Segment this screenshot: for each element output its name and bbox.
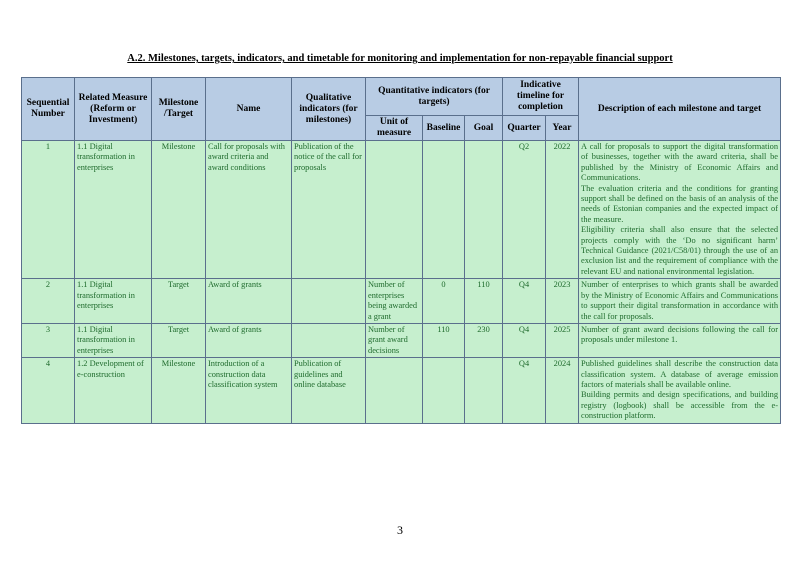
cell-year: 2024 (546, 358, 579, 423)
header-related-measure: Related Measure (Reform or Investment) (75, 78, 152, 141)
cell-baseline: 0 (423, 279, 465, 324)
description-paragraph: Number of enterprises to which grants shall be awarded by the Ministry of Economic Affairs and Communications to support their digital transformation in accordance with the call for proposals. (581, 280, 779, 321)
cell-quarter: Q4 (503, 323, 546, 357)
cell-measure: 1.1 Digital transformation in enterprises (75, 141, 152, 279)
cell-qualitative: Publication of guidelines and online database (292, 358, 366, 423)
cell-type: Target (152, 323, 206, 357)
cell-year: 2023 (546, 279, 579, 324)
cell-qualitative (292, 323, 366, 357)
cell-seq: 2 (22, 279, 75, 324)
cell-name: Award of grants (206, 279, 292, 324)
table-row (22, 141, 781, 279)
cell-name: Call for proposals with award criteria and award conditions (206, 141, 292, 279)
header-year: Year (546, 116, 579, 141)
page-number: 3 (397, 523, 403, 537)
cell-type: Target (152, 279, 206, 324)
header-baseline: Baseline (423, 116, 465, 141)
description-paragraph: Published guidelines shall describe the construction data classification system. A database of average emission factors of materials shall be available online. (581, 359, 779, 389)
cell-measure: 1.2 Development of e-construction (75, 358, 152, 423)
cell-goal: 230 (465, 323, 503, 357)
description-paragraph: Building permits and design specifications, and building registry (logbook) shall be accessible from the e-construction platform. (581, 390, 779, 421)
cell-baseline: 110 (423, 323, 465, 357)
cell-seq: 1 (22, 141, 75, 279)
header-description: Description of each milestone and target (579, 78, 781, 141)
cell-measure: 1.1 Digital transformation in enterprises (75, 279, 152, 324)
header-qualitative-indicators: Qualitative indicators (for milestones) (292, 78, 366, 141)
cell-quarter: Q4 (503, 358, 546, 423)
header-quantitative-indicators: Quantitative indicators (for targets) (366, 78, 503, 116)
cell-measure: 1.1 Digital transformation in enterprises (75, 323, 152, 357)
cell-qualitative (292, 279, 366, 324)
cell-description (579, 358, 781, 423)
header-goal: Goal (465, 116, 503, 141)
cell-description (579, 323, 781, 357)
description-paragraph: Number of grant award decisions following the call for proposals under milestone 1. (581, 324, 779, 345)
cell-name: Award of grants (206, 323, 292, 357)
header-milestone-target: Milestone /Target (152, 78, 206, 141)
cell-type: Milestone (152, 141, 206, 279)
milestones-table (21, 77, 781, 424)
header-sequential-number: Sequential Number (22, 78, 75, 141)
cell-qualitative: Publication of the notice of the call for proposals (292, 141, 366, 279)
cell-unit (366, 141, 423, 279)
header-indicative-timeline: Indicative timeline for completion (503, 78, 579, 116)
cell-seq: 4 (22, 358, 75, 423)
cell-baseline (423, 141, 465, 279)
cell-goal (465, 358, 503, 423)
cell-name: Introduction of a construction data classification system (206, 358, 292, 423)
cell-goal: 110 (465, 279, 503, 324)
table-row (22, 279, 781, 324)
cell-unit: Number of grant award decisions (366, 323, 423, 357)
header-unit-of-measure: Unit of measure (366, 116, 423, 141)
description-paragraph: The evaluation criteria and the conditions for granting support shall be defined on the basis of an analysis of the needs of Estonian companies and the expected impact of the measure. (581, 183, 779, 224)
cell-description (579, 279, 781, 324)
document-title: A.2. Milestones, targets, indicators, and timetable for monitoring and implementation for non-repayable financial support (127, 53, 673, 64)
header-quarter: Quarter (503, 116, 546, 141)
header-name: Name (206, 78, 292, 141)
cell-type: Milestone (152, 358, 206, 423)
cell-year: 2022 (546, 141, 579, 279)
cell-year: 2025 (546, 323, 579, 357)
cell-quarter: Q4 (503, 279, 546, 324)
description-paragraph: A call for proposals to support the digital transformation of businesses, together with the award criteria, shall be published by the Ministry of Economic Affairs and Communications. (581, 142, 779, 183)
cell-unit (366, 358, 423, 423)
cell-baseline (423, 358, 465, 423)
cell-quarter: Q2 (503, 141, 546, 279)
description-paragraph: Eligibility criteria shall also ensure that the selected projects comply with the ‘Do no significant harm’ Technical Guidance (2021/C58/01) through the use of an exclusion list and the requirement of compliance with the relevant EU and national environmental legislation. (581, 225, 779, 276)
cell-goal (465, 141, 503, 279)
table-row (22, 323, 781, 357)
cell-unit: Number of enterprises being awarded a grant (366, 279, 423, 324)
cell-description (579, 141, 781, 279)
cell-seq: 3 (22, 323, 75, 357)
table-row (22, 358, 781, 423)
